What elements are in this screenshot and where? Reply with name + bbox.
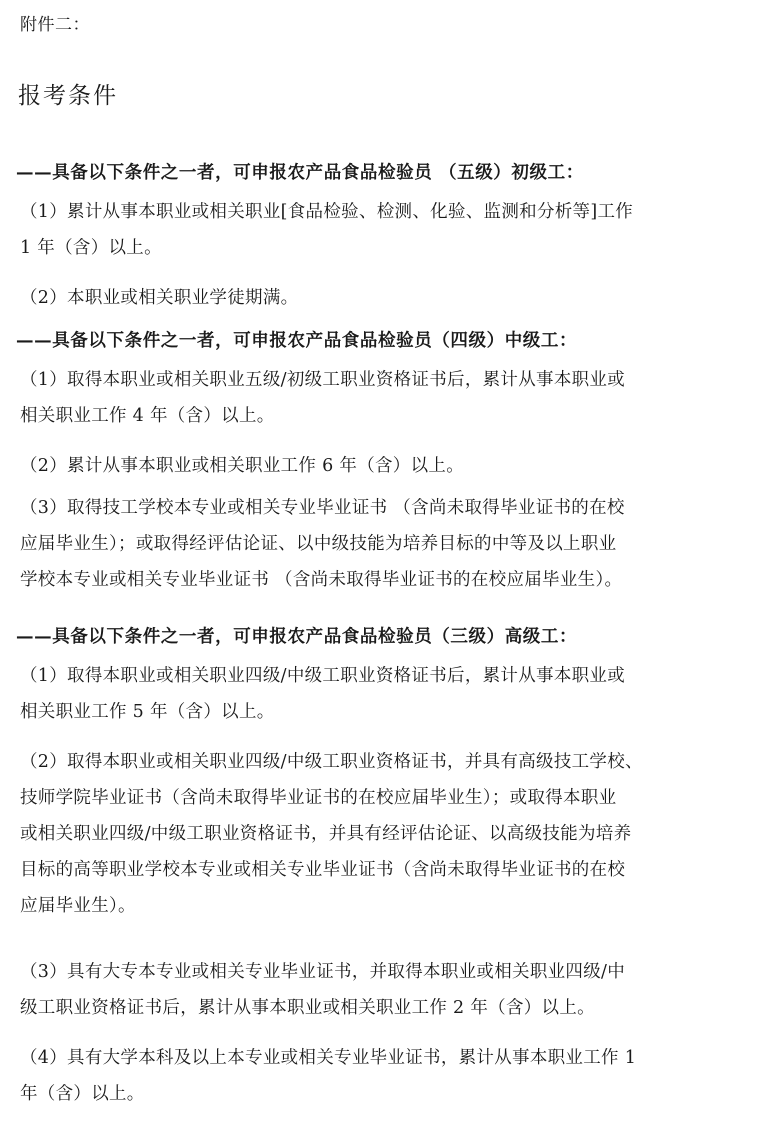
condition-line: 年（含）以上。 [20,1084,145,1104]
condition-line: 技师学院毕业证书（含尚未取得毕业证书的在校应届毕业生）；或取得本职业 [20,788,617,808]
condition-line: （2）取得本职业或相关职业四级/中级工职业资格证书，并具有高级技工学校、 [20,752,643,772]
condition-item [20,1040,762,1112]
condition-item [20,954,762,1026]
condition-line: 学校本专业或相关专业毕业证书 （含尚未取得毕业证书的在校应届毕业生）。 [20,570,623,590]
condition-line: 相关职业工作 4 年（含）以上。 [20,406,275,426]
condition-item [20,448,762,484]
condition-line: （4）具有大学本科及以上本专业或相关专业毕业证书，累计从事本职业工作 1 [20,1048,637,1068]
condition-line: （3）具有大专本专业或相关专业毕业证书，并取得本职业或相关职业四级/中 [20,962,626,982]
page-title: 报考条件 [18,83,118,109]
section-heading-level-3: ——具备以下条件之一者，可申报农产品食品检验员（三级）高级工： [16,627,578,647]
condition-item [20,280,762,316]
condition-item [20,362,762,434]
section-heading-level-5: ——具备以下条件之一者，可申报农产品食品检验员 （五级）初级工： [16,163,584,183]
section-heading-level-4: ——具备以下条件之一者，可申报农产品食品检验员（四级）中级工： [16,331,578,351]
condition-line: 应届毕业生）；或取得经评估论证、以中级技能为培养目标的中等及以上职业 [20,534,617,554]
condition-line: （2）累计从事本职业或相关职业工作 6 年（含）以上。 [20,456,464,476]
condition-line: 应届毕业生）。 [20,896,136,916]
condition-line: 相关职业工作 5 年（含）以上。 [20,702,275,722]
condition-line: （1）取得本职业或相关职业五级/初级工职业资格证书后，累计从事本职业或 [20,370,626,390]
condition-item [20,194,762,266]
condition-item [20,658,762,730]
condition-line: （2）本职业或相关职业学徒期满。 [20,288,299,308]
condition-line: 级工职业资格证书后，累计从事本职业或相关职业工作 2 年（含）以上。 [20,998,595,1018]
condition-line: （1）取得本职业或相关职业四级/中级工职业资格证书后，累计从事本职业或 [20,666,626,686]
condition-line: （1）累计从事本职业或相关职业[食品检验、检测、化验、监测和分析等]工作 [20,202,634,222]
condition-line: 1 年（含）以上。 [20,238,162,258]
condition-line: （3）取得技工学校本专业或相关专业毕业证书 （含尚未取得毕业证书的在校 [20,498,625,518]
condition-item [20,744,762,924]
attachment-label: 附件二： [20,15,90,35]
condition-line: 或相关职业四级/中级工职业资格证书，并具有经评估论证、以高级技能为培养 [20,824,632,844]
condition-item [20,490,762,598]
condition-line: 目标的高等职业学校本专业或相关专业毕业证书（含尚未取得毕业证书的在校 [20,860,626,880]
